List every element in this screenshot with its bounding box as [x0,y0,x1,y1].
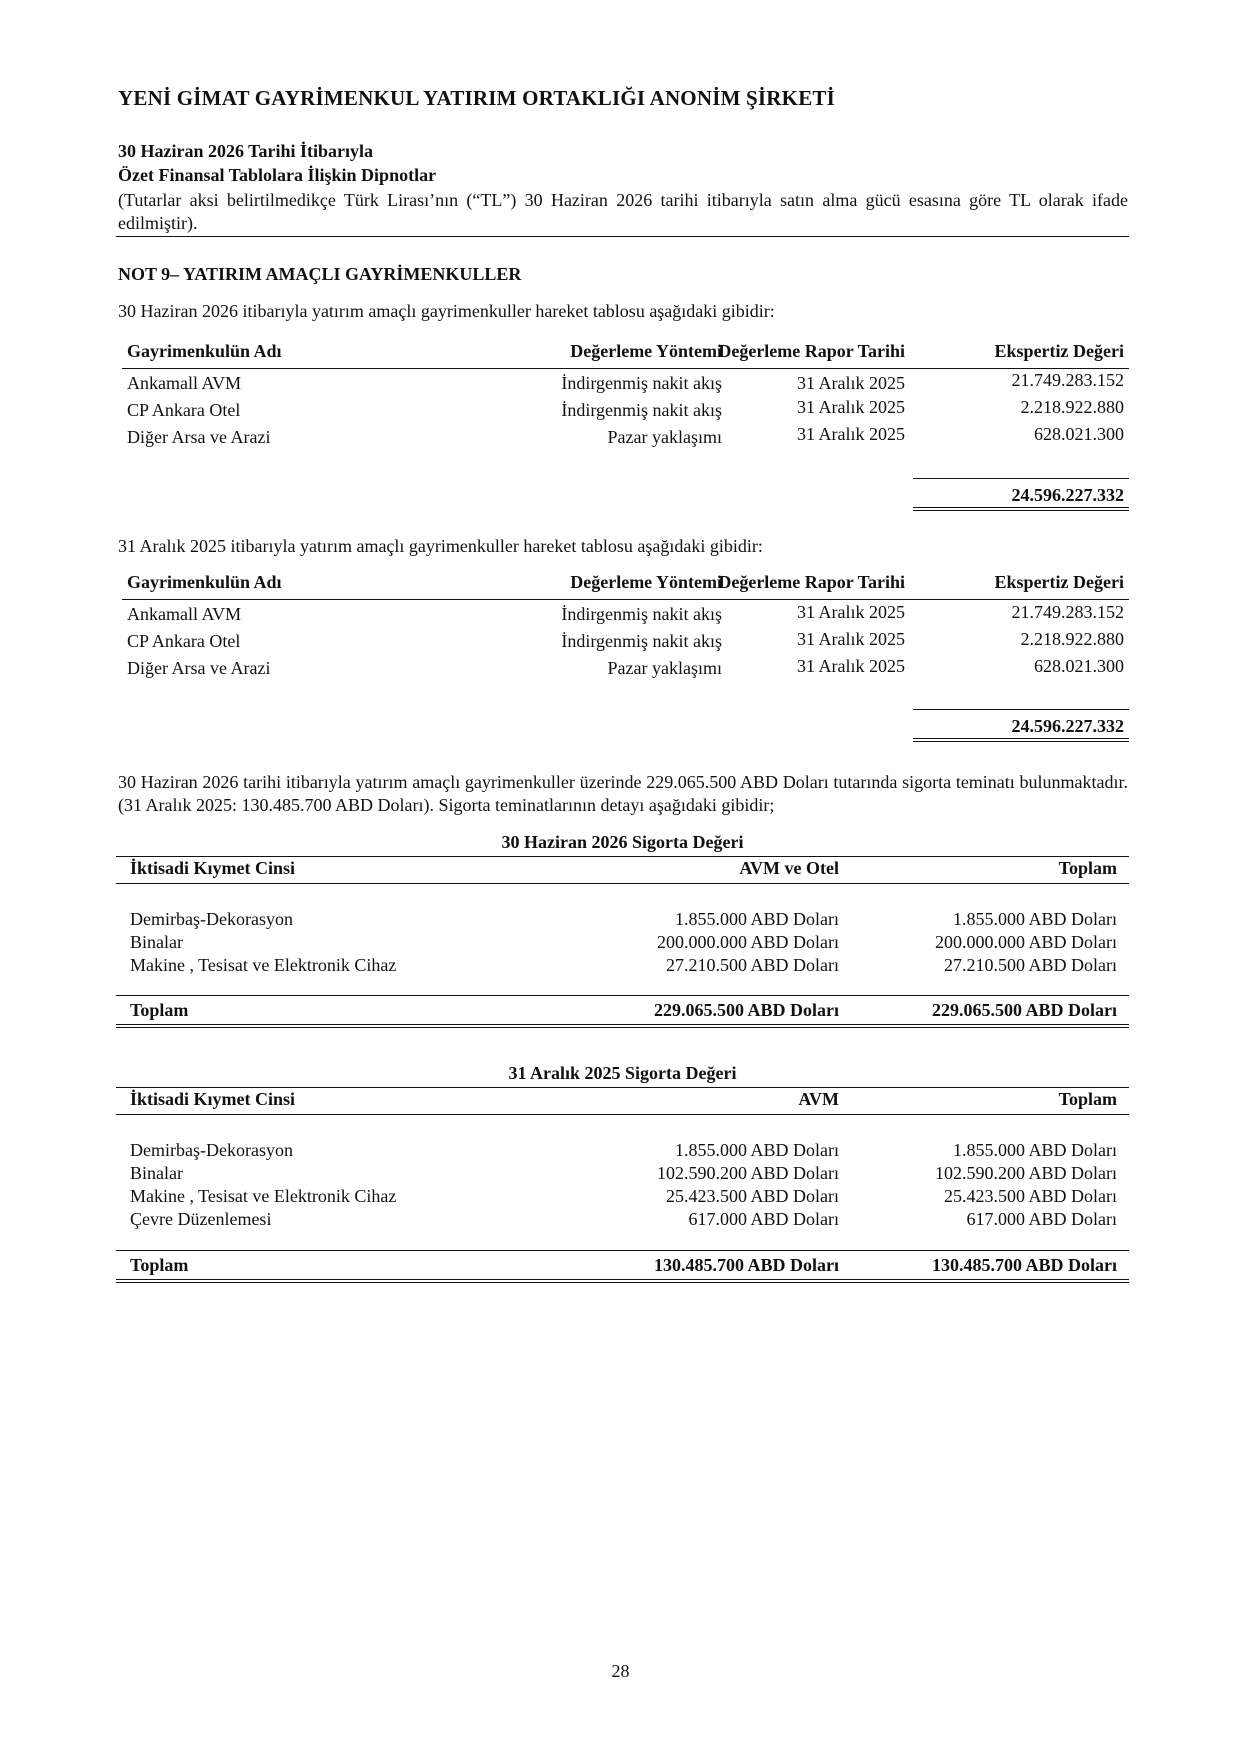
total-label: Toplam [130,1255,189,1275]
table-row [122,424,1129,454]
avm-value: 102.590.200 ABD Doları [657,1163,839,1183]
property-name: CP Ankara Otel [127,400,241,420]
insurance-paragraph: 30 Haziran 2026 tarihi itibarıyla yatırım amaçlı gayrimenkuller üzerinde 229.065.500 ABD Doları tutarında sigorta teminatı bulunmaktadır. (31 Aralık 2025: 130.485.700 ABD Doları). Sigorta teminatlarının detayı aşağıdaki gibidir; [118,772,1128,815]
table-header-row [116,858,1129,882]
appraisal-value: 628.021.300 [1034,424,1124,444]
table-row [122,370,1129,400]
valuation-method: İndirgenmiş nakit akış [561,604,722,624]
asset-type: Makine , Tesisat ve Elektronik Cihaz [130,1186,397,1206]
report-date: 31 Aralık 2025 [797,602,905,622]
total-value: 24.596.227.332 [1011,485,1124,505]
valuation-2026-total [913,478,1129,511]
total-avm: 130.485.700 ABD Doları [653,1255,839,1275]
total-value: 1.855.000 ABD Doları [953,909,1117,929]
report-date-line: 30 Haziran 2026 Tarihi İtibarıyla [118,141,374,161]
table-caption: 30 Haziran 2026 Sigorta Değeri [501,832,744,852]
table-header-row [116,1089,1129,1113]
table-row [122,658,1129,685]
header-report-date: Değerleme Rapor Tarihi [718,341,905,361]
total-avm-otel: 229.065.500 ABD Doları [653,1000,839,1020]
section-title: NOT 9– YATIRIM AMAÇLI GAYRİMENKULLER [118,264,522,284]
total-value: 102.590.200 ABD Doları [935,1163,1117,1183]
table-caption: 31 Aralık 2025 Sigorta Değeri [508,1063,737,1083]
avm-value: 617.000 ABD Doları [688,1209,839,1229]
appraisal-value: 21.749.283.152 [1011,370,1124,390]
property-name: Ankamall AVM [127,604,242,624]
header-avm-otel: AVM ve Otel [739,858,839,878]
valuation-2025-total [913,709,1129,742]
header-name: Gayrimenkulün Adı [127,572,282,592]
table-row [116,1209,1129,1233]
asset-type: Demirbaş-Dekorasyon [130,909,293,929]
header-method: Değerleme Yöntemi [570,572,722,592]
total-row [116,1000,1129,1024]
header-value: Ekspertiz Değeri [994,341,1124,361]
total-label: Toplam [130,1000,189,1020]
valuation-2025-table [122,572,1129,685]
header-avm: AVM [798,1089,839,1109]
valuation-method: İndirgenmiş nakit akış [561,373,722,393]
insurance-2026-table [116,832,1129,1032]
currency-note: (Tutarlar aksi belirtilmedikçe Türk Lirası’nın (“TL”) 30 Haziran 2026 tarihi itibarıyla satın alma gücü esasına göre TL olarak ifade edilmiştir). [118,190,1128,233]
total-value: 1.855.000 ABD Doları [953,1140,1117,1160]
report-date: 31 Aralık 2025 [797,424,905,444]
header-divider [116,236,1129,237]
asset-type: Makine , Tesisat ve Elektronik Cihaz [130,955,397,975]
asset-type: Binalar [130,1163,183,1183]
asset-type: Demirbaş-Dekorasyon [130,1140,293,1160]
header-name: Gayrimenkulün Adı [127,341,282,361]
valuation-method: İndirgenmiş nakit akış [561,400,722,420]
appraisal-value: 2.218.922.880 [1020,629,1124,649]
table-header-row [122,341,1129,369]
valuation-2026-intro: 30 Haziran 2026 itibarıyla yatırım amaçlı gayrimenkuller hareket tablosu aşağıdaki gibidir: [118,301,775,321]
table-row [116,932,1129,956]
total-value: 617.000 ABD Doları [966,1209,1117,1229]
asset-type: Çevre Düzenlemesi [130,1209,272,1229]
total-row [116,1255,1129,1279]
table-row [122,604,1129,631]
property-name: Diğer Arsa ve Arazi [127,658,271,678]
header-asset-type: İktisadi Kıymet Cinsi [130,858,296,878]
avm-otel-value: 200.000.000 ABD Doları [657,932,839,952]
table-row [116,955,1129,979]
report-date: 31 Aralık 2025 [797,629,905,649]
report-date: 31 Aralık 2025 [797,373,905,393]
table-row [122,397,1129,427]
avm-value: 25.423.500 ABD Doları [666,1186,839,1206]
total-value: 24.596.227.332 [1011,716,1124,736]
table-row [116,1140,1129,1164]
insurance-2025-table [116,1063,1129,1288]
avm-otel-value: 27.210.500 ABD Doları [666,955,839,975]
property-name: Ankamall AVM [127,373,242,393]
total-grand: 130.485.700 ABD Doları [931,1255,1117,1275]
report-subtitle: Özet Finansal Tablolara İlişkin Dipnotlar [118,165,437,185]
report-date: 31 Aralık 2025 [797,656,905,676]
property-name: Diğer Arsa ve Arazi [127,427,271,447]
valuation-2026-table [122,341,1129,454]
asset-type: Binalar [130,932,183,952]
page-number: 28 [611,1661,630,1681]
valuation-method: İndirgenmiş nakit akış [561,631,722,651]
appraisal-value: 21.749.283.152 [1011,602,1124,622]
valuation-method: Pazar yaklaşımı [607,427,722,447]
table-row [116,1163,1129,1187]
header-total: Toplam [1058,858,1117,878]
appraisal-value: 628.021.300 [1034,656,1124,676]
table-row [116,1186,1129,1210]
header-value: Ekspertiz Değeri [994,572,1124,592]
total-grand: 229.065.500 ABD Doları [931,1000,1117,1020]
avm-value: 1.855.000 ABD Doları [675,1140,839,1160]
company-name: YENİ GİMAT GAYRİMENKUL YATIRIM ORTAKLIĞI ANONİM ŞİRKETİ [118,86,835,110]
appraisal-value: 2.218.922.880 [1020,397,1124,417]
property-name: CP Ankara Otel [127,631,241,651]
avm-otel-value: 1.855.000 ABD Doları [675,909,839,929]
header-total: Toplam [1058,1089,1117,1109]
table-row [116,909,1129,933]
header-method: Değerleme Yöntemi [570,341,722,361]
table-row [122,631,1129,658]
total-value: 25.423.500 ABD Doları [944,1186,1117,1206]
report-date: 31 Aralık 2025 [797,397,905,417]
header-asset-type: İktisadi Kıymet Cinsi [130,1089,296,1109]
valuation-method: Pazar yaklaşımı [607,658,722,678]
header-report-date: Değerleme Rapor Tarihi [718,572,905,592]
table-header-row [122,572,1129,600]
total-value: 200.000.000 ABD Doları [935,932,1117,952]
total-value: 27.210.500 ABD Doları [944,955,1117,975]
valuation-2025-intro: 31 Aralık 2025 itibarıyla yatırım amaçlı gayrimenkuller hareket tablosu aşağıdaki gibidir: [118,536,763,556]
